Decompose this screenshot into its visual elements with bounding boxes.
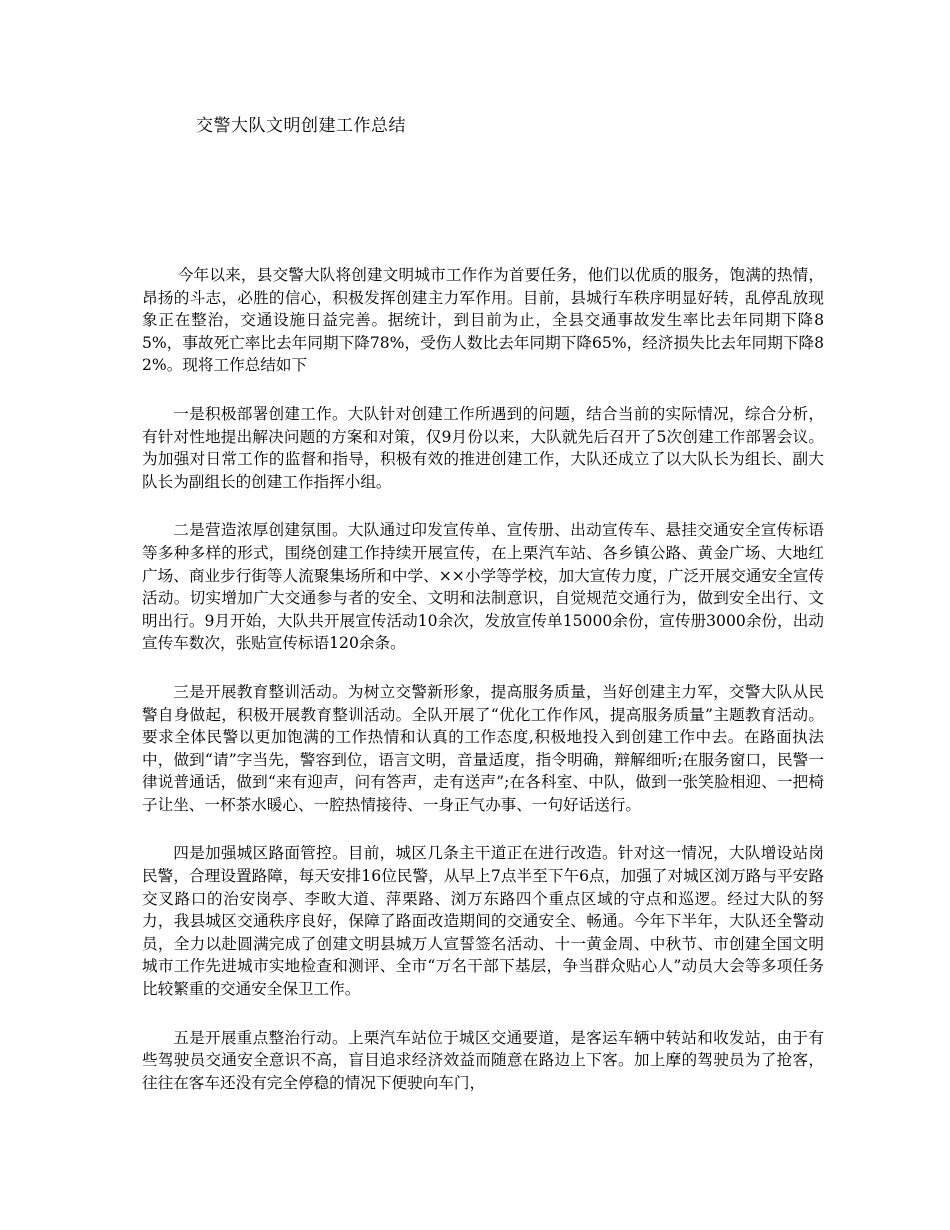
paragraph-education: 三是开展教育整训活动。为树立交警新形象，提高服务质量，当好创建主力军，交警大队从民警自身做起，积极开展教育整训活动。全队开展了“优化工作作风，提高服务质量”主题教育活动。要求全体民警以更加饱满的工作热情和认真的工作态度,积极地投入到创建工作中去。在路面执法中，做到“请”字当先，警容到位，语言文明，音量适度，指令明确，辩解细听;在服务窗口，民警一律说普通话，做到“来有迎声，问有答声，走有送声”;在各科室、中队，做到一张笑脸相迎、一把椅子让坐、一杯茶水暖心、一腔热情接待、一身正气办事、一句好话送行。 (142, 682, 824, 814)
paragraph-atmosphere: 二是营造浓厚创建氛围。大队通过印发宣传单、宣传册、出动宣传车、悬挂交通安全宣传标语等多种多样的形式，围绕创建工作持续开展宣传，在上栗汽车站、各乡镇公路、黄金广场、大地红广场、商业步行街等人流聚集场所和中学、××小学等学校，加大宣传力度，广泛开展交通安全宣传活动。切实增加广大交通参与者的安全、文明和法制意识，自觉规范交通行为，做到安全出行、文明出行。9月开始，大队共开展宣传活动10余次，发放宣传单15000余份，宣传册3000余份，出动宣传车数次，张贴宣传标语120余条。 (142, 521, 824, 653)
paragraph-intro: 今年以来，县交警大队将创建文明城市工作作为首要任务，他们以优质的服务，饱满的热情，昂扬的斗志，必胜的信心，积极发挥创建主力军作用。目前，县城行车秩序明显好转，乱停乱放现象正在整治，交通设施日益完善。据统计，到目前为止，全县交通事故发生率比去年同期下降85%，事故死亡率比去年同期下降78%，受伤人数比去年同期下降65%，经济损失比去年同期下降82%。现将工作总结如下 (142, 266, 824, 375)
paragraph-road-control: 四是加强城区路面管控。目前，城区几条主干道正在进行改造。针对这一情况，大队增设站岗民警，合理设置路障，每天安排16位民警，从早上7点半至下午6点，加强了对城区浏万路与平安路交叉路口的治安岗亭、李畋大道、萍栗路、浏万东路四个重点区域的守点和巡逻。经过大队的努力，我县城区交通秩序良好，保障了路面改造期间的交通安全、畅通。今年下半年，大队还全警动员，全力以赴圆满完成了创建文明县城万人宣誓签名活动、十一黄金周、中秋节、市创建全国文明城市工作先进城市实地检查和测评、全市“万名干部下基层，争当群众贴心人”动员大会等多项任务比较繁重的交通安全保卫工作。 (142, 844, 824, 999)
paragraph-rectification: 五是开展重点整治行动。上栗汽车站位于城区交通要道，是客运车辆中转站和收发站，由于有些驾驶员交通安全意识不高，盲目追求经济效益而随意在路边上下客。加上摩的驾驶员为了抢客，往往在客车还没有完全停稳的情况下便驶向车门， (142, 1028, 824, 1092)
paragraph-deployment: 一是积极部署创建工作。大队针对创建工作所遇到的问题，结合当前的实际情况，综合分析，有针对性地提出解决问题的方案和对策，仅9月份以来，大队就先后召开了5次创建工作部署会议。为加强对日常工作的监督和指导，积极有效的推进创建工作，大队还成立了以大队长为组长、副大队长为副组长的创建工作指挥小组。 (142, 404, 824, 491)
document-title: 交警大队文明创建工作总结 (196, 116, 406, 136)
document-body (142, 264, 824, 1120)
